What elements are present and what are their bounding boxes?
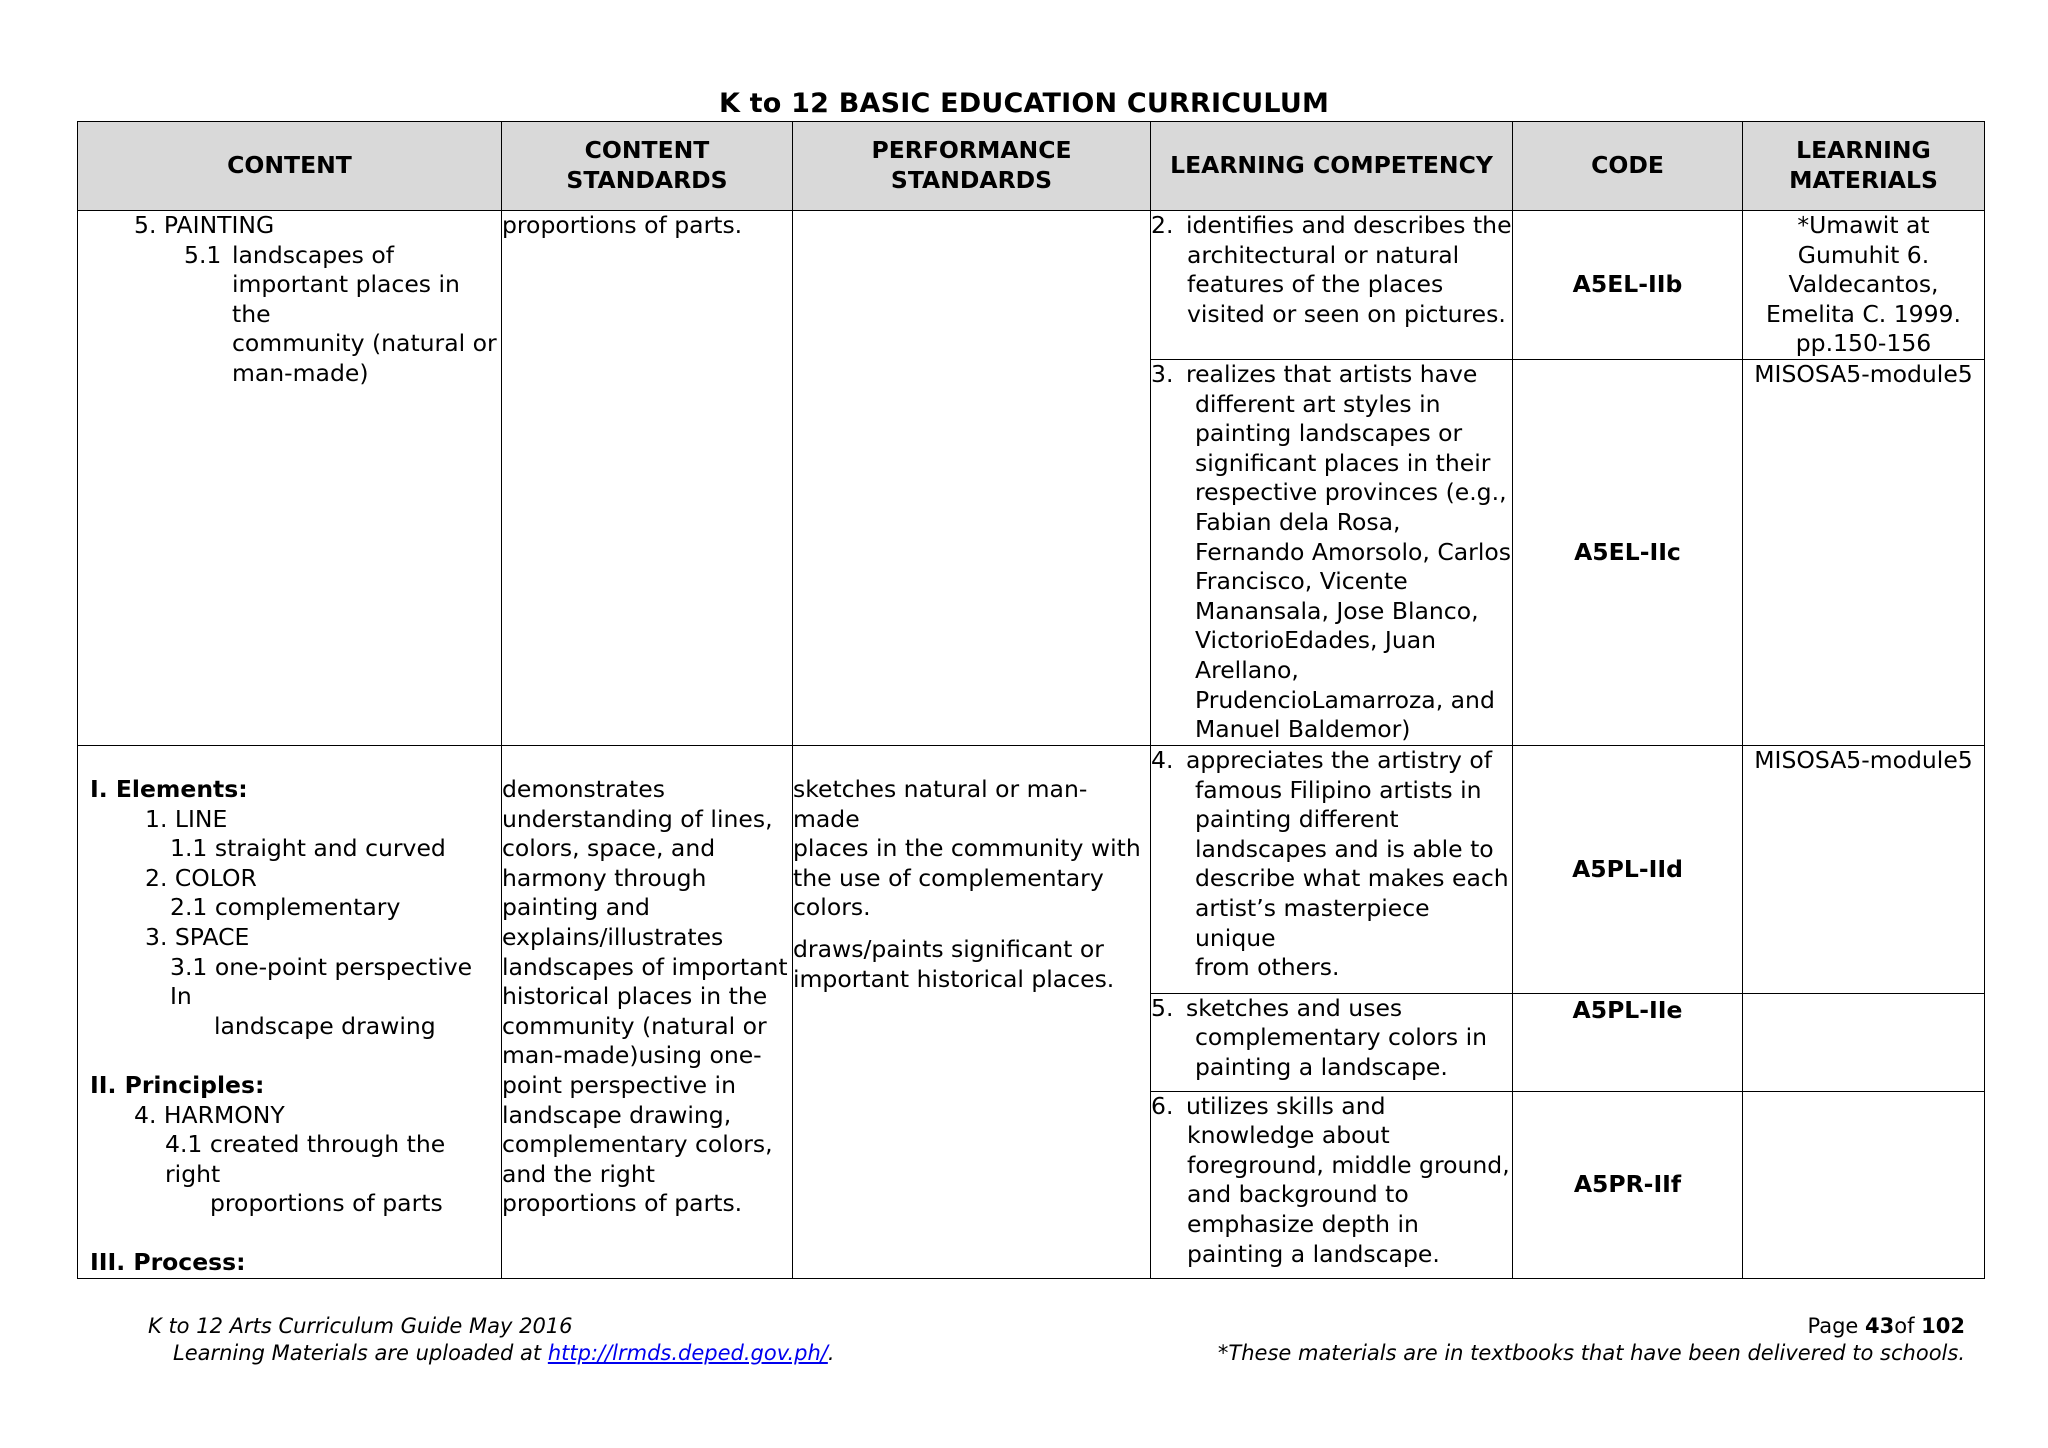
competency-line: Manansala, Jose Blanco,	[1195, 596, 1479, 625]
performance-line: colors.	[793, 893, 871, 922]
painting-heading: 5. PAINTING	[134, 211, 275, 239]
line-subitem: 1.1 straight and curved	[170, 834, 446, 863]
content-standards-line: colors, space, and	[502, 834, 716, 863]
content-standards-line: painting and	[502, 893, 650, 922]
content-standards-line: and the right	[502, 1159, 655, 1188]
footer-left	[148, 1313, 835, 1367]
competency-line: PrudencioLamarroza, and	[1195, 685, 1495, 714]
code-cell: A5EL-IIb	[1513, 211, 1743, 360]
landscapes-text	[232, 241, 501, 389]
page-prefix: Page	[1807, 1314, 1865, 1338]
principles-heading: II. Principles:	[90, 1070, 265, 1099]
line-item: 1. LINE	[145, 804, 228, 833]
competency-line: painting a landscape.	[1195, 1052, 1448, 1081]
competency-first-line: utilizes skills and	[1185, 1091, 1386, 1120]
competency-line: knowledge about	[1187, 1121, 1390, 1150]
content-standards-line: community (natural or	[502, 1011, 767, 1040]
page-number	[1218, 1313, 1965, 1340]
header-row	[78, 122, 1985, 211]
competency-first-line: sketches and uses	[1185, 993, 1403, 1022]
competency-line: Fernando Amorsolo, Carlos	[1195, 537, 1511, 566]
competency-line: famous Filipino artists in	[1195, 775, 1482, 804]
header-learning-materials: LEARNING MATERIALS	[1743, 122, 1985, 211]
space-subitem: 3.1 one-point perspective In	[170, 952, 473, 1011]
competency-line: describe what makes each	[1195, 864, 1509, 893]
content-standards-line: historical places in the	[502, 982, 768, 1011]
competency-cell-5	[1151, 993, 1513, 1091]
footer-upload-line	[148, 1340, 835, 1367]
competency-line: significant places in their	[1195, 448, 1491, 477]
competency-line: different art styles in	[1195, 389, 1441, 418]
competency-cell-3	[1151, 359, 1513, 745]
competency-line: Fabian dela Rosa,	[1195, 507, 1401, 536]
content-standards-line: landscape drawing,	[502, 1100, 732, 1129]
competency-number: 6.	[1151, 1091, 1174, 1120]
materials-line: Emelita C. 1999.	[1766, 299, 1961, 328]
performance-line: important historical places.	[793, 964, 1115, 993]
competency-number: 4.	[1151, 745, 1174, 774]
competency-line: visited or seen on pictures.	[1187, 299, 1506, 328]
space-subitem-cont: landscape drawing	[214, 1011, 436, 1040]
competency-number: 2.	[1151, 211, 1174, 239]
materials-line: MISOSA5-module5	[1754, 359, 1973, 388]
content-cell-painting	[78, 211, 502, 746]
code-cell: A5PR-IIf	[1513, 1091, 1743, 1279]
competency-line: respective provinces (e.g.,	[1195, 478, 1507, 507]
content-standards-line: explains/illustrates	[502, 922, 724, 951]
content-standards-line: understanding of lines,	[502, 804, 773, 833]
content-cell-elements	[78, 745, 502, 1278]
header-content: CONTENT	[78, 122, 502, 211]
curriculum-table	[77, 121, 1985, 1279]
competency-cell-6	[1151, 1091, 1513, 1279]
competency-first-line: appreciates the artistry of	[1185, 745, 1493, 774]
performance-standards-top-cell	[793, 211, 1151, 746]
content-standards-line: complementary colors,	[502, 1130, 773, 1159]
space-item: 3. SPACE	[145, 922, 250, 951]
page-of: of	[1894, 1314, 1922, 1338]
landscapes-line: important places in the	[232, 270, 460, 328]
performance-standards-cell	[793, 745, 1151, 1278]
materials-cell	[1743, 211, 1985, 360]
elements-heading: I. Elements:	[90, 774, 248, 803]
competency-line: painting a landscape.	[1187, 1239, 1440, 1268]
header-learning-competency: LEARNING COMPETENCY	[1151, 122, 1513, 211]
materials-line: MISOSA5-module5	[1754, 745, 1973, 774]
footer-upload-prefix: Learning Materials are uploaded at	[173, 1341, 548, 1365]
landscapes-item	[78, 241, 501, 389]
landscapes-number: 5.1	[184, 240, 222, 269]
competency-line: artist’s masterpiece unique	[1195, 893, 1430, 952]
performance-line: draws/paints significant or	[793, 934, 1104, 963]
header-content-standards: CONTENT STANDARDS	[502, 122, 793, 211]
landscapes-line: man-made)	[232, 358, 369, 387]
footer-guide-text: K to 12 Arts Curriculum Guide May 2016	[148, 1314, 573, 1338]
color-subitem: 2.1 complementary	[170, 893, 401, 922]
materials-line: *Umawit at	[1797, 211, 1930, 239]
performance-line: the use of complementary	[793, 863, 1104, 892]
materials-cell	[1743, 359, 1985, 745]
content-standards-line: proportions of parts.	[502, 1189, 743, 1218]
process-heading: III. Process:	[90, 1248, 246, 1277]
competency-line: Arellano,	[1195, 655, 1299, 684]
header-performance-standards: PERFORMANCE STANDARDS	[793, 122, 1151, 211]
document-title: K to 12 BASIC EDUCATION CURRICULUM	[718, 88, 1330, 119]
landscapes-line: landscapes of	[232, 240, 395, 269]
competency-line: painting different	[1195, 805, 1399, 834]
competency-line: from others.	[1195, 953, 1340, 982]
table-row	[78, 745, 1985, 993]
footer-upload-suffix: .	[827, 1341, 835, 1365]
materials-cell	[1743, 745, 1985, 993]
table-row	[78, 211, 1985, 360]
competency-number: 5.	[1151, 993, 1174, 1022]
materials-line: Gumuhit 6.	[1797, 240, 1930, 269]
competency-line: landscapes and is able to	[1195, 834, 1494, 863]
materials-cell	[1743, 993, 1985, 1091]
content-standards-line: harmony through	[502, 863, 707, 892]
competency-line: foreground, middle ground,	[1187, 1150, 1510, 1179]
content-standards-line: landscapes of important	[502, 952, 788, 981]
footer-note: *These materials are in textbooks that have been delivered to schools.	[1217, 1341, 1965, 1365]
competency-line: painting landscapes or	[1195, 419, 1463, 448]
content-standards-line: demonstrates	[502, 774, 665, 803]
landscapes-line: community (natural or	[232, 329, 497, 358]
competency-first-line: realizes that artists have	[1185, 359, 1478, 388]
footer-right	[1218, 1313, 1965, 1367]
performance-line: places in the community with	[793, 834, 1141, 863]
competency-first-line: identifies and describes the	[1185, 211, 1512, 239]
materials-line: pp.150-156	[1795, 329, 1932, 358]
lrmds-link[interactable]: http://lrmds.deped.gov.ph/	[547, 1341, 828, 1365]
code-cell: A5EL-IIc	[1513, 359, 1743, 745]
competency-line: VictorioEdades, Juan	[1195, 626, 1437, 655]
competency-line: emphasize depth in	[1187, 1209, 1419, 1238]
competency-line: complementary colors in	[1195, 1023, 1487, 1052]
competency-line: architectural or natural	[1187, 240, 1460, 269]
materials-line: Valdecantos,	[1788, 270, 1939, 299]
competency-line: and background to	[1187, 1180, 1409, 1209]
harmony-subitem-cont: proportions of parts	[210, 1189, 443, 1218]
content-standards-cell	[502, 745, 793, 1278]
competency-cell-2	[1151, 211, 1513, 360]
page-total: 102	[1921, 1314, 1965, 1338]
competency-cell-4	[1151, 745, 1513, 993]
harmony-subitem: 4.1 created through the right	[165, 1130, 446, 1188]
content-standards-line: man-made)using one-	[502, 1041, 762, 1070]
competency-line: Francisco, Vicente	[1195, 567, 1408, 596]
code-cell: A5PL-IId	[1513, 745, 1743, 993]
color-item: 2. COLOR	[145, 863, 257, 892]
content-standards-top-cell: proportions of parts.	[502, 211, 793, 746]
competency-line: features of the places	[1187, 270, 1444, 299]
performance-line: sketches natural or man-made	[793, 774, 1088, 833]
header-code: CODE	[1513, 122, 1743, 211]
content-standards-line: point perspective in	[502, 1070, 736, 1099]
code-cell: A5PL-IIe	[1513, 993, 1743, 1091]
competency-number: 3.	[1151, 359, 1174, 388]
harmony-item: 4. HARMONY	[134, 1100, 285, 1129]
competency-line: Manuel Baldemor)	[1195, 715, 1411, 744]
page-current: 43	[1865, 1314, 1895, 1338]
materials-cell	[1743, 1091, 1985, 1279]
